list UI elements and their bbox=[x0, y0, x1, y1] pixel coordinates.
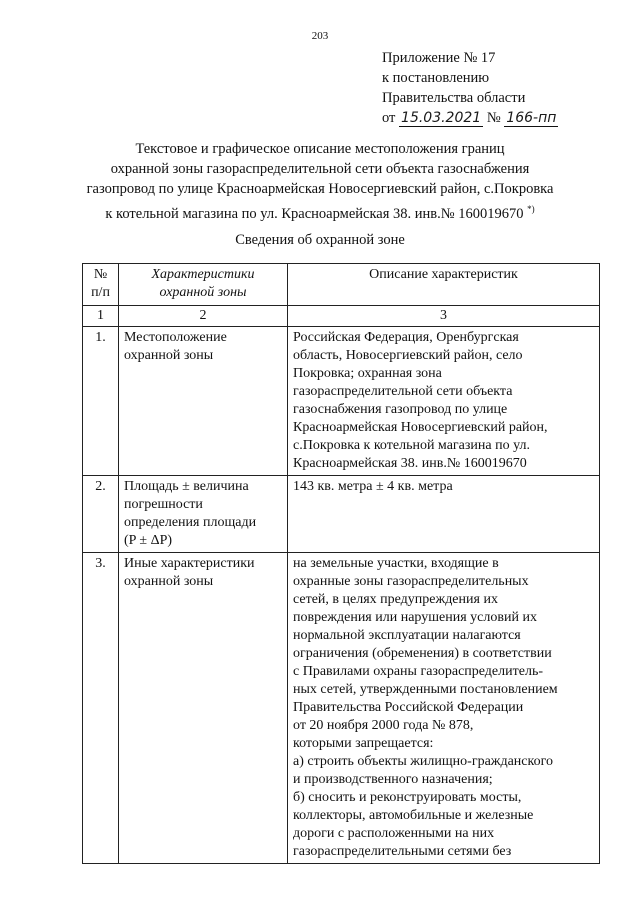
column-number: 2 bbox=[119, 306, 288, 327]
column-number: 3 bbox=[288, 306, 600, 327]
row-characteristic: Иные характеристики охранной зоны bbox=[119, 553, 288, 864]
appendix-government: Правительства области bbox=[382, 90, 526, 106]
row-description: Российская Федерация, Оренбургская область, Новосергиевский район, село Покровка; охранная зона газораспределительной сети объекта газоснабжения газопровод по улице Красноармейская Новосергиевский район, с.Покровка к котельной магазина по ул. Красноармейская 38. инв.№ 160019670 bbox=[288, 327, 600, 476]
appendix-doc-number: 166-пп bbox=[506, 110, 557, 126]
column-number-row bbox=[83, 306, 600, 327]
title-line-text: к котельной магазина по ул. Красноармейская 38. инв.№ 160019670 bbox=[105, 205, 524, 222]
table-row bbox=[83, 476, 600, 553]
appendix-date: 15.03.2021 bbox=[401, 110, 482, 126]
row-number: 2. bbox=[83, 476, 119, 553]
footnote-mark: *) bbox=[527, 204, 535, 214]
appendix-block bbox=[382, 48, 558, 128]
appendix-title: Приложение № 17 bbox=[382, 50, 496, 66]
table-row bbox=[83, 553, 600, 864]
row-number: 1. bbox=[83, 327, 119, 476]
appendix-number-sign: № bbox=[486, 110, 501, 126]
document-title bbox=[0, 139, 640, 224]
table-header-row bbox=[83, 264, 600, 306]
row-description: 143 кв. метра ± 4 кв. метра bbox=[288, 476, 600, 553]
appendix-from: от bbox=[382, 110, 396, 126]
header-description: Описание характеристик bbox=[288, 264, 600, 306]
zone-info-table bbox=[82, 263, 600, 864]
row-description: на земельные участки, входящие в охранные зоны газораспределительных сетей, в целях предупреждения их повреждения или нарушения условий их нормальной эксплуатации налагаются ограничения (обременения) в соответствии с Правилами охраны газораспределитель- ных сетей, утвержденными постановлением Правительства Российской Федерации от 20 ноября 2000 года № 878, которыми запрещается: а) строить объекты жилищно-гражданского и производственного назначения; б) сносить и реконструировать мосты, коллекторы, автомобильные и железные дороги с расположенными на них газораспределительными сетями без bbox=[288, 553, 600, 864]
appendix-resolution: к постановлению bbox=[382, 70, 490, 86]
appendix-date-line bbox=[382, 108, 558, 128]
header-number: № п/п bbox=[83, 264, 119, 306]
header-characteristic: Характеристики охранной зоны bbox=[119, 264, 288, 306]
page-number: 203 bbox=[311, 30, 329, 42]
title-line: Текстовое и графическое описание местоположения границ bbox=[135, 141, 505, 157]
row-characteristic: Площадь ± величина погрешности определения площади (P ± ΔP) bbox=[119, 476, 288, 553]
title-line bbox=[0, 199, 640, 224]
title-line: охранной зоны газораспределительной сети объекта газоснабжения bbox=[110, 161, 530, 177]
row-number: 3. bbox=[83, 553, 119, 864]
column-number: 1 bbox=[83, 306, 119, 327]
title-line: газопровод по улице Красноармейская Новосергиевский район, с.Покровка bbox=[86, 181, 554, 197]
section-heading: Сведения об охранной зоне bbox=[235, 232, 405, 248]
row-characteristic: Местоположение охранной зоны bbox=[119, 327, 288, 476]
table-row bbox=[83, 327, 600, 476]
